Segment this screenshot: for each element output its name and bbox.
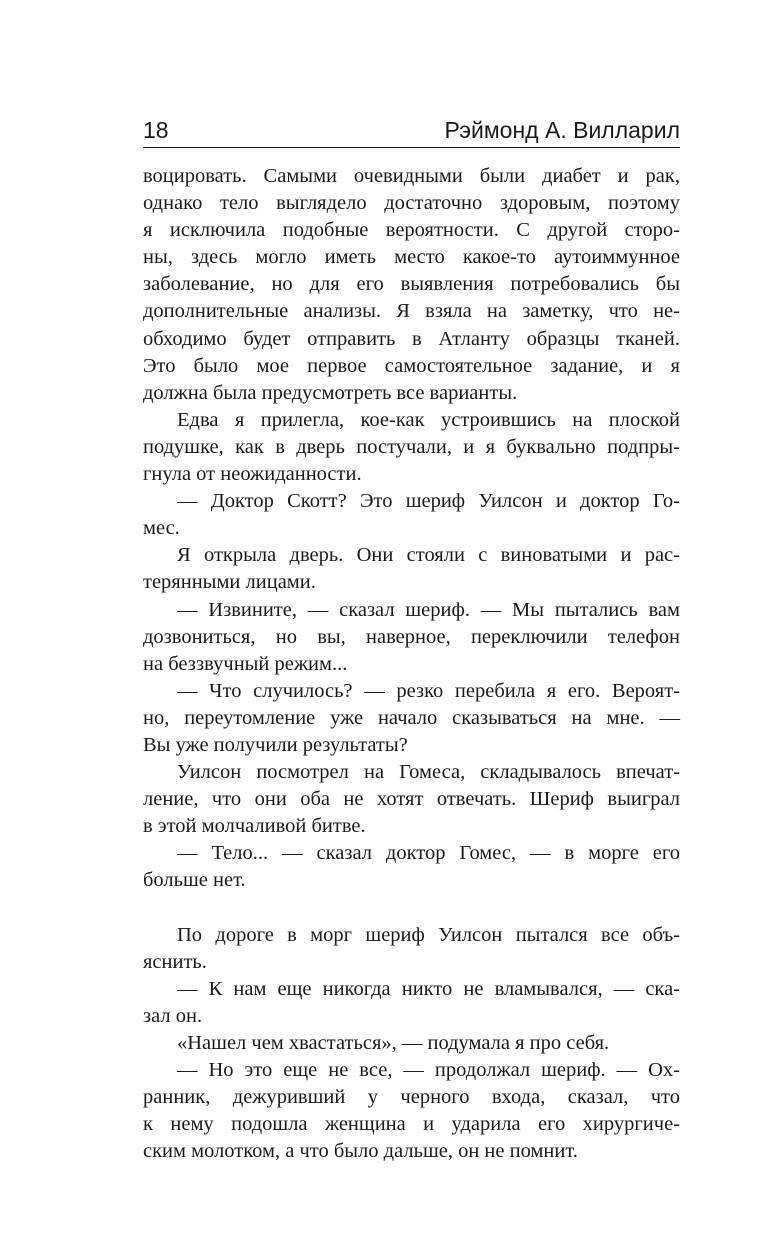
text-line: яснить. xyxy=(143,950,207,973)
text-line: — Что случилось? — резко перебила я его. Вероят- xyxy=(177,679,680,702)
header-divider xyxy=(143,147,680,148)
text-line: в этой молчаливой битве. xyxy=(143,815,366,838)
page-header xyxy=(143,113,680,147)
text-line: — К нам еще никогда никто не вламывался, — ска- xyxy=(177,977,680,1000)
text-line: По дороге в морг шериф Уилсон пытался все объ- xyxy=(177,923,680,946)
text-line: «Нашел чем хвастаться», — подумала я про себя. xyxy=(177,1032,610,1054)
text-line: Едва я прилегла, кое-как устроившись на плоской xyxy=(177,408,680,431)
body-text xyxy=(143,163,680,1165)
paragraph xyxy=(143,407,680,488)
text-line: к нему подошла женщина и ударила его хирургиче- xyxy=(143,1113,680,1136)
text-line: заболевание, но для его выявления потребовались бы xyxy=(143,273,680,296)
paragraph xyxy=(143,163,680,407)
paragraph xyxy=(143,976,680,1030)
text-line: — Но это еще не все, — продолжал шериф. — Ох- xyxy=(177,1059,680,1082)
text-line: — Тело... — сказал доктор Гомес, — в морге его xyxy=(177,842,680,865)
text-line: гнула от неожиданности. xyxy=(143,463,362,486)
section-break xyxy=(143,895,680,922)
paragraph xyxy=(143,678,680,759)
text-line: Уилсон посмотрел на Гомеса, складывалось впечат- xyxy=(177,761,680,784)
text-line: должна была предусмотреть все варианты. xyxy=(143,381,518,404)
text-line: терянными лицами. xyxy=(143,571,316,594)
paragraph xyxy=(143,542,680,596)
text-line: — Извините, — сказал шериф. — Мы пытались вам xyxy=(177,598,680,621)
text-line: — Доктор Скотт? Это шериф Уилсон и доктор Го- xyxy=(177,490,680,513)
page-number: 18 xyxy=(143,117,169,143)
text-line: ление, что они оба не хотят отвечать. Шериф выиграл xyxy=(143,788,680,811)
text-line: Я открыла дверь. Они стояли с виноватыми и рас- xyxy=(177,544,680,567)
text-line: Вы уже получили результаты? xyxy=(143,733,408,756)
running-title: Рэймонд А. Вилларил xyxy=(444,117,680,143)
text-line: на беззвучный режим... xyxy=(143,652,348,675)
text-line: воцировать. Самыми очевидными были диабет и рак, xyxy=(143,165,680,187)
text-line: подушке, как в дверь постучали, и я буквально подпры- xyxy=(143,435,680,458)
paragraph xyxy=(143,759,680,840)
paragraph xyxy=(143,488,680,542)
text-line: но, переутомление уже начало сказываться на мне. — xyxy=(143,706,680,729)
text-line: однако тело выглядело достаточно здоровым, поэтому xyxy=(143,192,680,215)
text-line: обходимо будет отправить в Атланту образцы тканей. xyxy=(143,327,680,350)
paragraph xyxy=(143,1030,680,1057)
text-line: дополнительные анализы. Я взяла на заметку, что не- xyxy=(143,300,680,323)
paragraph xyxy=(143,597,680,678)
text-line: Это было мое первое самостоятельное задание, и я xyxy=(143,354,680,377)
text-line: ским молотком, а что было дальше, он не помнит. xyxy=(143,1140,578,1163)
text-line: я исключила подобные вероятности. С другой сторо- xyxy=(143,219,680,242)
text-line: ранник, дежуривший у черного входа, сказал, что xyxy=(143,1086,680,1109)
text-line: зал он. xyxy=(143,1004,203,1027)
text-line: ны, здесь могло иметь место какое-то аутоиммунное xyxy=(143,246,680,269)
text-line: больше нет. xyxy=(143,869,246,892)
paragraph xyxy=(143,922,680,976)
paragraph xyxy=(143,840,680,894)
paragraph xyxy=(143,1057,680,1165)
text-line: мес. xyxy=(143,517,180,540)
text-line: дозвониться, но вы, наверное, переключили телефон xyxy=(143,625,680,648)
